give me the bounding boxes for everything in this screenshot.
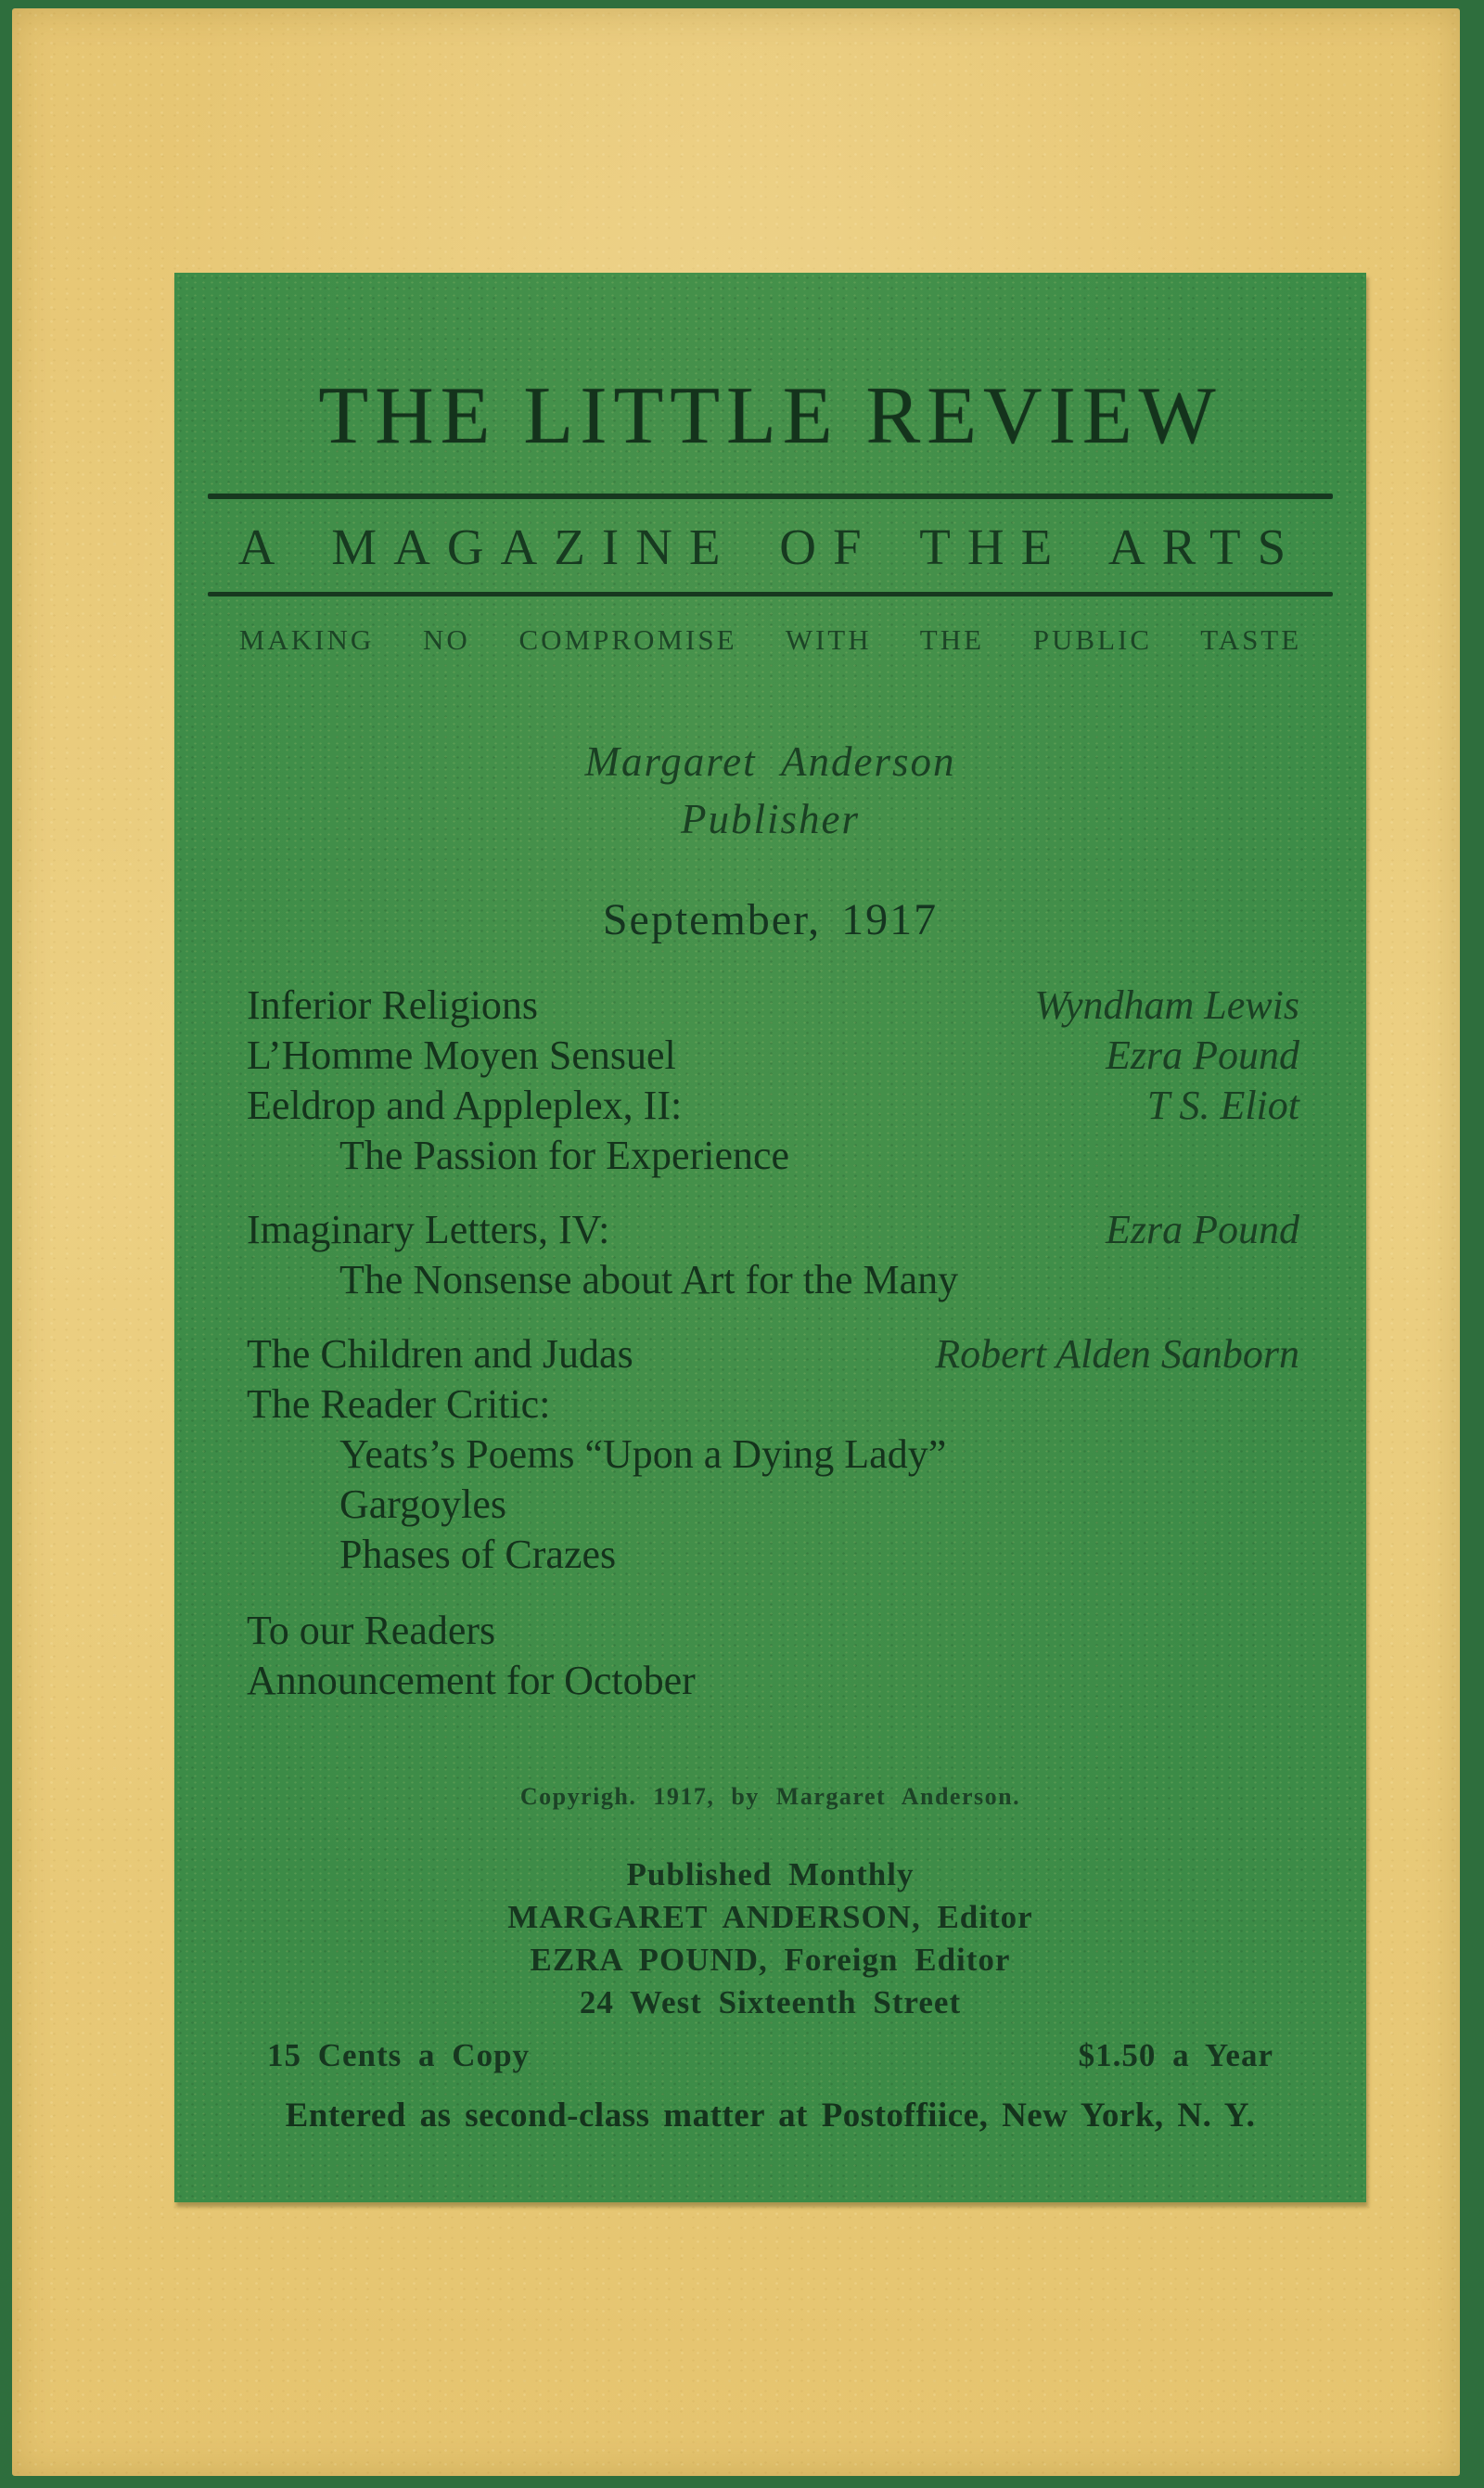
toc-group xyxy=(247,1606,1299,1706)
price-row xyxy=(174,2037,1366,2078)
toc-row xyxy=(247,1430,1299,1480)
price-per-copy: 15 Cents a Copy xyxy=(267,2037,531,2073)
toc-row xyxy=(247,1480,1299,1530)
copyright-line: Copyrigh. 1917, by Margaret Anderson. xyxy=(519,1783,1021,1810)
toc-title: The Reader Critic: xyxy=(247,1381,551,1427)
toc-row xyxy=(247,981,1299,1031)
toc-title: The Passion for Experience xyxy=(339,1133,790,1178)
price-per-year: $1.50 a Year xyxy=(1078,2037,1273,2073)
toc-row xyxy=(247,1606,1299,1656)
toc-title: L’Homme Moyen Sensuel xyxy=(247,1032,676,1078)
toc-title: The Children and Judas xyxy=(247,1331,633,1377)
toc-group xyxy=(247,1205,1299,1305)
publisher-name: Margaret Anderson xyxy=(584,738,956,785)
toc-row xyxy=(247,1329,1299,1379)
toc-row xyxy=(247,1131,1299,1181)
magazine-motto: MAKING NO COMPROMISE WITH THE PUBLIC TASTE xyxy=(238,623,1302,656)
toc-author: Ezra Pound xyxy=(1106,1207,1299,1252)
foreign-editor-line: EZRA POUND, Foreign Editor xyxy=(530,1942,1011,1978)
toc-row xyxy=(247,1379,1299,1430)
toc-title: Phases of Crazes xyxy=(339,1532,617,1577)
editor-line: MARGARET ANDERSON, Editor xyxy=(507,1899,1033,1935)
toc-title: Yeats’s Poems “Upon a Dying Lady” xyxy=(339,1431,947,1477)
toc-group xyxy=(247,981,1299,1181)
address-line: 24 West Sixteenth Street xyxy=(579,1984,962,2020)
divider-rule-bottom xyxy=(208,592,1333,596)
toc-group xyxy=(247,1329,1299,1580)
second-class-matter-line: Entered as second-class matter at Postoffiice, New York, N. Y. xyxy=(285,2097,1256,2135)
toc-row xyxy=(247,1205,1299,1255)
toc-title: Gargoyles xyxy=(339,1481,507,1527)
toc-title: Imaginary Letters, IV: xyxy=(247,1207,610,1252)
issue-date: September, 1917 xyxy=(602,895,939,944)
toc-title: The Nonsense about Art for the Many xyxy=(339,1257,959,1302)
toc-row xyxy=(247,1081,1299,1131)
toc-row xyxy=(247,1656,1299,1706)
toc-title: Announcement for October xyxy=(247,1658,696,1703)
toc-row xyxy=(247,1255,1299,1305)
magazine-title: THE LITTLE REVIEW xyxy=(318,371,1222,461)
toc-author: Wyndham Lewis xyxy=(1034,982,1299,1028)
imprint-block xyxy=(174,1853,1366,2024)
table-of-contents xyxy=(247,981,1299,1730)
toc-author: Ezra Pound xyxy=(1106,1032,1299,1078)
toc-title: Inferior Religions xyxy=(247,982,539,1028)
magazine-subtitle: A MAGAZINE OF THE ARTS xyxy=(237,519,1303,575)
toc-row xyxy=(247,1530,1299,1580)
toc-title: To our Readers xyxy=(247,1608,496,1653)
toc-row xyxy=(247,1031,1299,1081)
published-monthly-line: Published Monthly xyxy=(626,1856,915,1892)
publisher-role: Publisher xyxy=(681,796,860,842)
printed-panel xyxy=(174,273,1366,2202)
toc-title: Eeldrop and Appleplex, II: xyxy=(247,1083,683,1128)
cover-paper xyxy=(12,8,1460,2476)
divider-rule-top xyxy=(208,494,1333,499)
toc-author: T S. Eliot xyxy=(1146,1083,1299,1128)
toc-author: Robert Alden Sanborn xyxy=(935,1331,1299,1377)
